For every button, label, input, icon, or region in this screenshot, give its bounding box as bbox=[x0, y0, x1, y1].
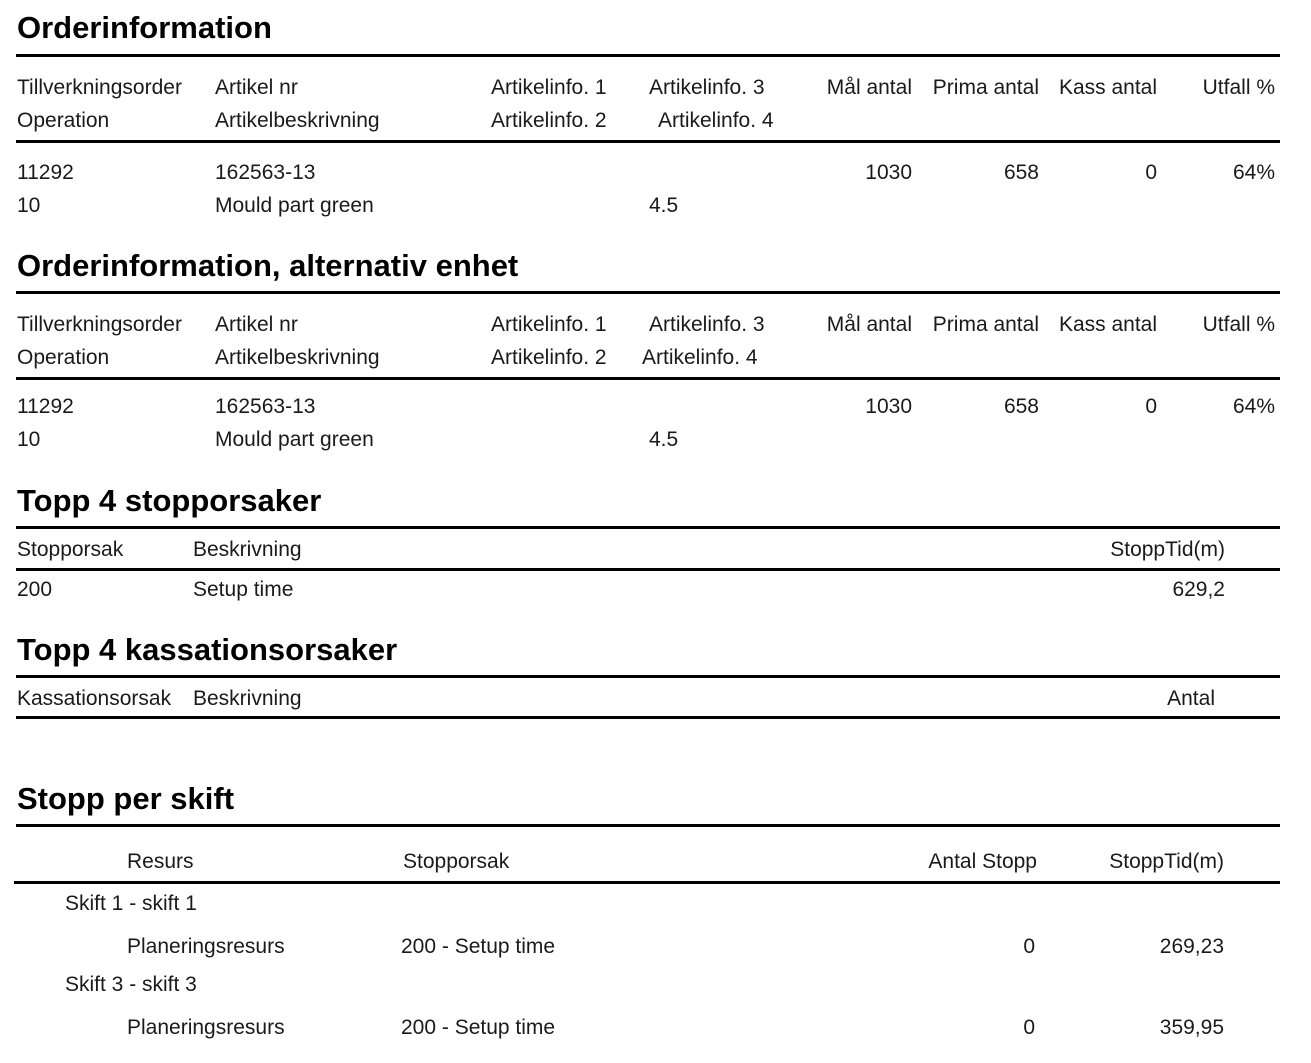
cell-article-desc: Mould part green bbox=[215, 428, 374, 451]
header-divider bbox=[16, 377, 1280, 380]
col-header-article-info-3: Artikelinfo. 3 bbox=[649, 313, 765, 336]
header-divider bbox=[16, 716, 1280, 719]
col-header-scrap-qty: Kass antal bbox=[1058, 313, 1157, 336]
cell-scrap-qty: 0 bbox=[1145, 395, 1157, 418]
cell-article-info-4: 4.5 bbox=[649, 194, 679, 217]
col-header-operation: Operation bbox=[17, 109, 110, 132]
col-header-article-info-4: Artikelinfo. 4 bbox=[658, 109, 774, 132]
col-header-yield-pct: Utfall % bbox=[1202, 76, 1275, 99]
cell-stop-cause: 200 - Setup time bbox=[401, 1016, 556, 1039]
col-header-quantity: Antal bbox=[1167, 687, 1215, 710]
col-header-prime-qty: Prima antal bbox=[932, 313, 1039, 336]
cell-operation: 10 bbox=[17, 428, 41, 451]
col-header-stop-count: Antal Stopp bbox=[928, 850, 1037, 873]
cell-stop-count: 0 bbox=[1023, 1016, 1035, 1039]
col-header-article-info-1: Artikelinfo. 1 bbox=[491, 76, 607, 99]
cell-article-desc: Mould part green bbox=[215, 194, 374, 217]
section-divider bbox=[16, 675, 1280, 678]
header-divider bbox=[16, 140, 1280, 143]
shift-name: Skift 3 - skift 3 bbox=[65, 973, 197, 996]
col-header-target-qty: Mål antal bbox=[826, 76, 912, 99]
cell-yield-pct: 64% bbox=[1232, 395, 1275, 418]
col-header-stop-time: StoppTid(m) bbox=[1110, 538, 1225, 561]
col-header-stop-time: StoppTid(m) bbox=[1109, 850, 1224, 873]
col-header-operation: Operation bbox=[17, 346, 110, 369]
header-divider bbox=[16, 568, 1280, 571]
cell-stop-time: 269,23 bbox=[1159, 935, 1224, 958]
col-header-scrap-cause: Kassationsorsak bbox=[17, 687, 172, 710]
col-header-resource: Resurs bbox=[127, 850, 194, 873]
col-header-article-no: Artikel nr bbox=[215, 313, 298, 336]
section-title-stops-per-shift: Stopp per skift bbox=[17, 781, 235, 816]
header-divider bbox=[14, 881, 1280, 884]
cell-stop-time: 359,95 bbox=[1159, 1016, 1224, 1039]
cell-stop-time: 629,2 bbox=[1172, 578, 1225, 601]
section-divider bbox=[16, 526, 1280, 529]
col-header-article-info-4: Artikelinfo. 4 bbox=[642, 346, 758, 369]
cell-stop-cause: 200 - Setup time bbox=[401, 935, 556, 958]
col-header-prime-qty: Prima antal bbox=[932, 76, 1039, 99]
cell-stop-count: 0 bbox=[1023, 935, 1035, 958]
section-title-top-stops: Topp 4 stopporsaker bbox=[17, 483, 322, 518]
section-title-top-scrap: Topp 4 kassationsorsaker bbox=[17, 632, 398, 667]
section-title-order-info-alt: Orderinformation, alternativ enhet bbox=[17, 248, 519, 283]
cell-scrap-qty: 0 bbox=[1145, 161, 1157, 184]
shift-name: Skift 1 - skift 1 bbox=[65, 892, 197, 915]
cell-resource: Planeringsresurs bbox=[127, 1016, 285, 1039]
cell-order: 11292 bbox=[17, 161, 74, 184]
col-header-stop-cause: Stopporsak bbox=[403, 850, 510, 873]
cell-target-qty: 1030 bbox=[865, 161, 912, 184]
section-divider bbox=[16, 824, 1280, 827]
section-divider bbox=[16, 54, 1280, 57]
cell-operation: 10 bbox=[17, 194, 41, 217]
col-header-article-info-3: Artikelinfo. 3 bbox=[649, 76, 765, 99]
col-header-article-info-2: Artikelinfo. 2 bbox=[491, 109, 607, 132]
section-divider bbox=[16, 291, 1280, 294]
col-header-description: Beskrivning bbox=[193, 687, 302, 710]
cell-yield-pct: 64% bbox=[1232, 161, 1275, 184]
cell-prime-qty: 658 bbox=[1003, 161, 1039, 184]
cell-article-info-4: 4.5 bbox=[649, 428, 679, 451]
col-header-article-no: Artikel nr bbox=[215, 76, 298, 99]
section-title-order-info: Orderinformation bbox=[17, 10, 272, 45]
col-header-article-desc: Artikelbeskrivning bbox=[215, 109, 380, 132]
col-header-order: Tillverkningsorder bbox=[17, 76, 182, 99]
col-header-order: Tillverkningsorder bbox=[17, 313, 182, 336]
cell-target-qty: 1030 bbox=[865, 395, 912, 418]
cell-description: Setup time bbox=[193, 578, 294, 601]
cell-order: 11292 bbox=[17, 395, 74, 418]
col-header-article-info-1: Artikelinfo. 1 bbox=[491, 313, 607, 336]
col-header-stop-cause: Stopporsak bbox=[17, 538, 124, 561]
col-header-article-info-2: Artikelinfo. 2 bbox=[491, 346, 607, 369]
cell-article-no: 162563-13 bbox=[215, 395, 316, 418]
col-header-description: Beskrivning bbox=[193, 538, 302, 561]
cell-resource: Planeringsresurs bbox=[127, 935, 285, 958]
col-header-article-desc: Artikelbeskrivning bbox=[215, 346, 380, 369]
cell-prime-qty: 658 bbox=[1003, 395, 1039, 418]
col-header-target-qty: Mål antal bbox=[826, 313, 912, 336]
cell-article-no: 162563-13 bbox=[215, 161, 316, 184]
col-header-scrap-qty: Kass antal bbox=[1058, 76, 1157, 99]
col-header-yield-pct: Utfall % bbox=[1202, 313, 1275, 336]
cell-stop-cause: 200 bbox=[17, 578, 53, 601]
